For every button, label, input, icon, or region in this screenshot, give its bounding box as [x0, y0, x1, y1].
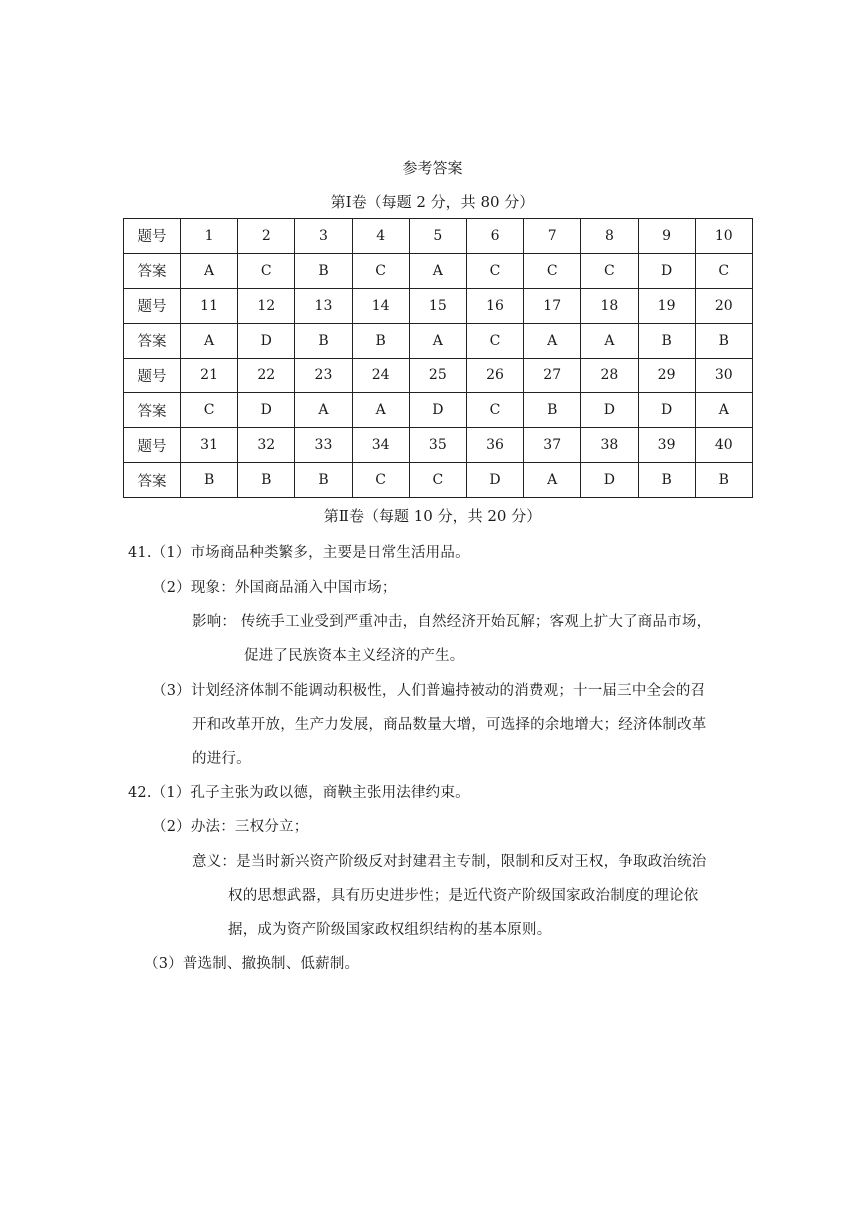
answer-41-part-3-end: 的进行。	[192, 751, 251, 767]
table-cell: D	[409, 393, 466, 428]
table-cell: D	[581, 393, 638, 428]
table-cell: B	[695, 323, 752, 358]
table-cell: 40	[695, 428, 752, 463]
table-cell: 11	[181, 288, 238, 323]
table-cell: 34	[352, 428, 409, 463]
answer-41-part-1: 41.（1）市场商品种类繁多，主要是日常生活用品。	[128, 545, 470, 561]
answer-42-part-2-significance-end: 据，成为资产阶级国家政权组织结构的基本原则。	[228, 922, 552, 938]
row-label-cell: 答案	[124, 253, 181, 288]
table-cell: C	[466, 323, 523, 358]
answer-42-part-2-method: （2）办法：三权分立；	[152, 819, 309, 835]
table-cell: C	[466, 253, 523, 288]
table-cell: A	[695, 393, 752, 428]
table-cell: B	[638, 463, 695, 498]
table-cell: 20	[695, 288, 752, 323]
table-cell: B	[295, 323, 352, 358]
table-cell: D	[466, 463, 523, 498]
table-cell: B	[238, 463, 295, 498]
answer-42-part-2-significance: 意义：是当时新兴资产阶级反对封建君主专制，限制和反对王权，争取政治统治	[192, 854, 707, 870]
table-cell: 28	[581, 358, 638, 393]
table-cell: 19	[638, 288, 695, 323]
table-cell: 8	[581, 219, 638, 254]
table-cell: C	[352, 463, 409, 498]
table-cell: 23	[295, 358, 352, 393]
table-cell: C	[695, 253, 752, 288]
table-cell: 21	[181, 358, 238, 393]
table-cell: A	[524, 323, 581, 358]
table-cell: A	[581, 323, 638, 358]
section-2-heading: 第Ⅱ卷（每题 10 分，共 20 分）	[323, 507, 542, 525]
table-cell: 18	[581, 288, 638, 323]
table-cell: A	[181, 323, 238, 358]
row-label-cell: 答案	[124, 463, 181, 498]
table-cell: 10	[695, 219, 752, 254]
table-cell: 2	[238, 219, 295, 254]
answer-42-part-1: 42.（1）孔子主张为政以德，商鞅主张用法律约束。	[128, 785, 470, 801]
table-cell: 38	[581, 428, 638, 463]
table-cell: 25	[409, 358, 466, 393]
table-row	[124, 253, 753, 288]
table-cell: D	[581, 463, 638, 498]
table-cell: A	[409, 323, 466, 358]
table-cell: C	[352, 253, 409, 288]
table-cell: A	[409, 253, 466, 288]
answer-41-part-3-cont: 开和改革开放，生产力发展，商品数量大增，可选择的余地增大；经济体制改革	[192, 717, 707, 733]
table-row	[124, 393, 753, 428]
table-cell: C	[524, 253, 581, 288]
table-cell: 17	[524, 288, 581, 323]
table-cell: 4	[352, 219, 409, 254]
table-row	[124, 358, 753, 393]
table-cell: 32	[238, 428, 295, 463]
table-cell: 12	[238, 288, 295, 323]
table-cell: B	[695, 463, 752, 498]
table-cell: D	[238, 393, 295, 428]
page-title: 参考答案	[402, 159, 463, 177]
table-cell: 29	[638, 358, 695, 393]
table-cell: 31	[181, 428, 238, 463]
table-cell: 6	[466, 219, 523, 254]
table-row	[124, 323, 753, 358]
table-cell: B	[295, 463, 352, 498]
answer-42-part-3: （3）普选制、撤换制、低薪制。	[144, 956, 360, 972]
table-cell: B	[638, 323, 695, 358]
table-cell: 30	[695, 358, 752, 393]
row-label-cell: 题号	[124, 358, 181, 393]
table-row	[124, 288, 753, 323]
table-cell: A	[352, 393, 409, 428]
table-cell: B	[524, 393, 581, 428]
table-cell: 27	[524, 358, 581, 393]
table-cell: A	[524, 463, 581, 498]
table-cell: B	[295, 253, 352, 288]
table-cell: 22	[238, 358, 295, 393]
table-cell: 35	[409, 428, 466, 463]
table-cell: 33	[295, 428, 352, 463]
row-label-cell: 题号	[124, 288, 181, 323]
answer-41-part-3: （3）计划经济体制不能调动积极性，人们普遍持被动的消费观；十一届三中全会的召	[152, 683, 706, 699]
table-cell: 7	[524, 219, 581, 254]
table-cell: D	[238, 323, 295, 358]
table-cell: C	[466, 393, 523, 428]
row-label-cell: 题号	[124, 428, 181, 463]
table-cell: 26	[466, 358, 523, 393]
table-cell: 15	[409, 288, 466, 323]
table-row	[124, 219, 753, 254]
table-cell: D	[638, 393, 695, 428]
table-cell: C	[238, 253, 295, 288]
answer-41-part-2-impact: 影响： 传统手工业受到严重冲击，自然经济开始瓦解；客观上扩大了商品市场，	[192, 614, 712, 630]
table-cell: 9	[638, 219, 695, 254]
table-cell: C	[181, 393, 238, 428]
answer-41-part-2-phenomenon: （2）现象：外国商品涌入中国市场；	[152, 580, 397, 596]
table-cell: D	[638, 253, 695, 288]
table-cell: A	[295, 393, 352, 428]
table-cell: C	[409, 463, 466, 498]
table-cell: 16	[466, 288, 523, 323]
table-cell: 39	[638, 428, 695, 463]
row-label-cell: 题号	[124, 219, 181, 254]
table-cell: 37	[524, 428, 581, 463]
answer-42-part-2-significance-cont: 权的思想武器，具有历史进步性；是近代资产阶级国家政治制度的理论依	[228, 888, 699, 904]
table-cell: C	[581, 253, 638, 288]
table-cell: 3	[295, 219, 352, 254]
row-label-cell: 答案	[124, 323, 181, 358]
table-cell: 13	[295, 288, 352, 323]
table-cell: A	[181, 253, 238, 288]
table-cell: 14	[352, 288, 409, 323]
answer-table	[123, 218, 753, 498]
table-row	[124, 428, 753, 463]
table-cell: B	[181, 463, 238, 498]
table-cell: B	[352, 323, 409, 358]
table-cell: 24	[352, 358, 409, 393]
table-row	[124, 463, 753, 498]
section-1-heading: 第Ⅰ卷（每题 2 分，共 80 分）	[330, 193, 535, 211]
table-cell: 36	[466, 428, 523, 463]
table-cell: 1	[181, 219, 238, 254]
answer-41-part-2-impact-cont: 促进了民族资本主义经济的产生。	[244, 648, 465, 664]
row-label-cell: 答案	[124, 393, 181, 428]
table-cell: 5	[409, 219, 466, 254]
